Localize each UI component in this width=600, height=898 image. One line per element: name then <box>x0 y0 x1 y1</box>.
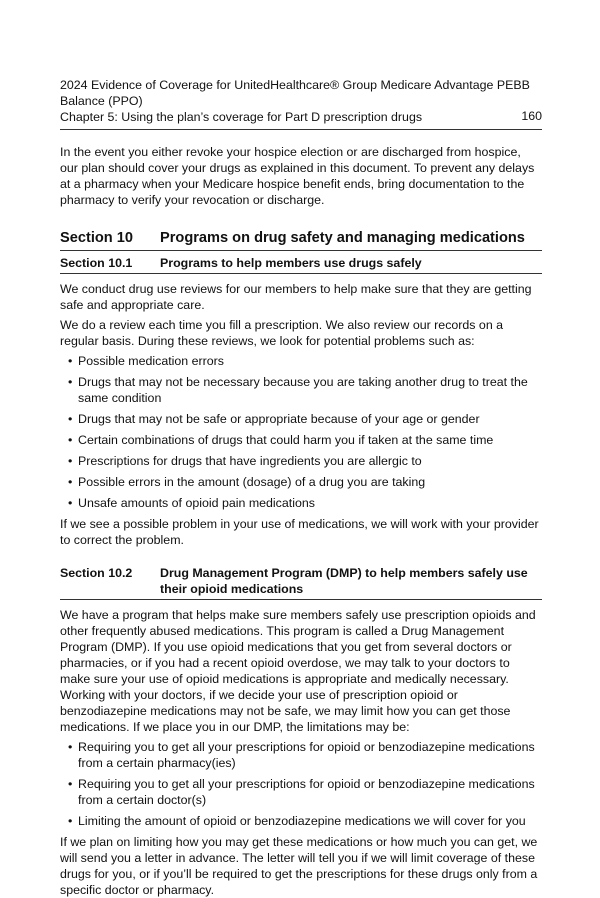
paragraph: If we plan on limiting how you may get these medications or how much you can get, we will send you a letter in advance. The letter will tell you if we will limit coverage of these drugs for you, or if you’ll be required to get the prescriptions for these drugs only from a specific doctor or pharmacy. <box>60 835 538 897</box>
intro-paragraph: In the event you either revoke your hospice election or are discharged from hospice, our plan should cover your drugs as explained in this document. To prevent any delays at a pharmacy when your Medicare hospice benefit ends, bring documentation to the pharmacy to verify your revocation or discharge. <box>60 145 535 207</box>
list-item: • Possible errors in the amount (dosage) of a drug you are taking <box>68 474 542 490</box>
section-number: Section 10.1 <box>60 256 133 270</box>
section-title: Programs to help members use drugs safely <box>160 256 422 270</box>
bullet-list <box>60 353 542 511</box>
list-item: • Drugs that may not be safe or appropriate because of your age or gender <box>68 411 542 427</box>
list-item: • Possible medication errors <box>68 353 542 369</box>
paragraph: We have a program that helps make sure members safely use prescription opioids and other frequently abused medications. This program is called a Drug Management Program (DMP). If you use opioid medications that you get from several doctors or pharmacies, or if you had a recent opioid overdose, we may talk to your doctors to make sure your use of opioid medications is appropriate and medically necessary. Working with your doctors, if we decide your use of prescription opioid or benzodiazepine medications may not be safe, we may limit how you can get those medications. If we place you in our DMP, the limitations may be: <box>60 608 536 734</box>
list-item: • Prescriptions for drugs that have ingredients you are allergic to <box>68 453 542 469</box>
section-10-2-heading <box>60 565 542 600</box>
paragraph: We do a review each time you fill a prescription. We also review our records on a regular basis. During these reviews, we look for potential problems such as: <box>60 318 504 348</box>
document-title: 2024 Evidence of Coverage for UnitedHealthcare® Group Medicare Advantage PEBB Balance (PPO) <box>60 78 530 108</box>
paragraph: If we see a possible problem in your use of medications, we will work with your provider to correct the problem. <box>60 517 539 547</box>
list-item: • Unsafe amounts of opioid pain medications <box>68 495 542 511</box>
section-10-1-heading <box>60 255 542 274</box>
section-number: Section 10 <box>60 230 133 246</box>
list-item: • Drugs that may not be necessary because you are taking another drug to treat the same condition <box>68 374 542 406</box>
paragraph: We conduct drug use reviews for our members to help make sure that they are getting safe and appropriate care. <box>60 282 532 312</box>
list-item: • Requiring you to get all your prescriptions for opioid or benzodiazepine medications from a certain doctor(s) <box>68 776 542 808</box>
section-title: Programs on drug safety and managing medications <box>160 230 525 246</box>
bullet-list <box>60 739 542 829</box>
list-item: • Limiting the amount of opioid or benzodiazepine medications we will cover for you <box>68 813 542 829</box>
section-number: Section 10.2 <box>60 566 133 580</box>
page-number: 160 <box>521 109 542 123</box>
document-page <box>60 77 542 898</box>
chapter-title: Chapter 5: Using the plan’s coverage for Part D prescription drugs <box>60 110 423 124</box>
section-title: Drug Management Program (DMP) to help members safely use their opioid medications <box>160 566 528 596</box>
running-header <box>60 77 542 130</box>
section-10-heading <box>60 229 542 251</box>
list-item: • Requiring you to get all your prescriptions for opioid or benzodiazepine medications from a certain pharmacy(ies) <box>68 739 542 771</box>
list-item: • Certain combinations of drugs that could harm you if taken at the same time <box>68 432 542 448</box>
